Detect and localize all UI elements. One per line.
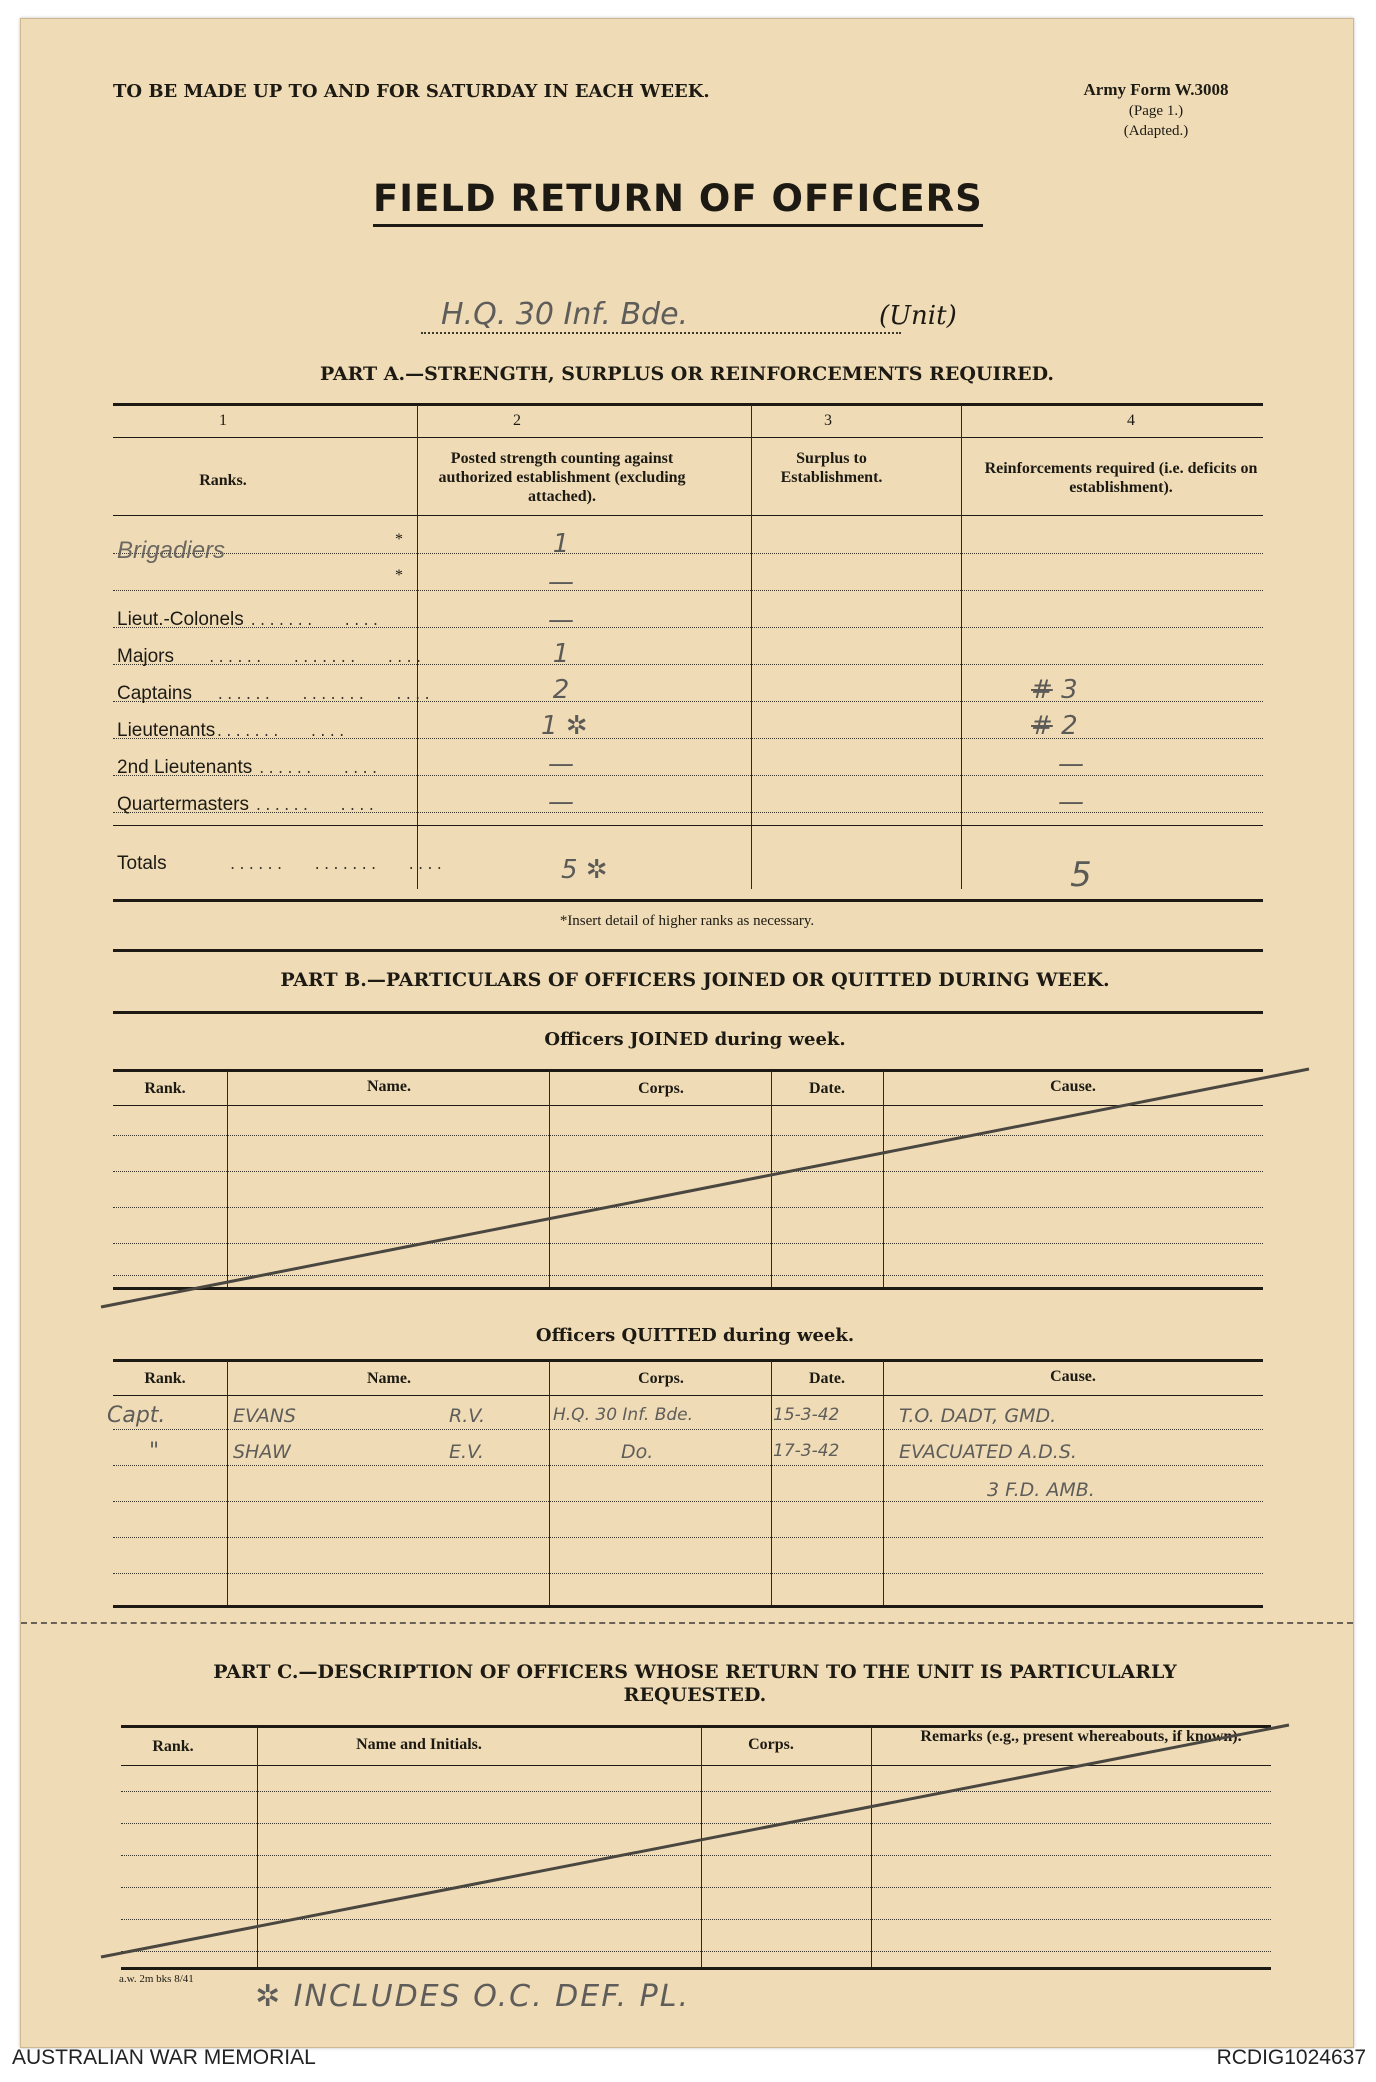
rank-brigadiers: Brigadiers bbox=[117, 537, 226, 564]
rank-quartermasters: Quartermasters ...... .... bbox=[117, 794, 377, 815]
joined-col-date: Date. bbox=[809, 1080, 845, 1097]
col-number-2: 2 bbox=[513, 412, 521, 429]
quitted-row-2-corps: Do. bbox=[621, 1441, 654, 1463]
posted-quartermasters: — bbox=[548, 787, 574, 817]
quitted-row-2-name: SHAW bbox=[233, 1441, 291, 1463]
part-c-cancel-stroke bbox=[101, 1725, 1289, 1957]
posted-blank-row: — bbox=[548, 567, 574, 597]
quitted-row-2-rank: " bbox=[149, 1439, 160, 1464]
posted-captains: 2 bbox=[552, 675, 570, 705]
handwritten-annotation: ✲ INCLUDES O.C. DEF. PL. bbox=[255, 1979, 691, 2014]
archive-id: RCDIG1024637 bbox=[1216, 2046, 1366, 2069]
joined-col-cause: Cause. bbox=[1050, 1078, 1096, 1095]
marker-star: * bbox=[395, 567, 403, 584]
reinf-quartermasters: — bbox=[1058, 787, 1084, 817]
quitted-row-1-corps: H.Q. 30 Inf. Bde. bbox=[553, 1405, 694, 1425]
weekly-instruction: TO BE MADE UP TO AND FOR SATURDAY IN EACH WEEK. bbox=[113, 81, 710, 102]
unit-value: H.Q. 30 Inf. Bde. bbox=[421, 297, 901, 334]
quitted-row-2-date: 17-3-42 bbox=[773, 1441, 840, 1461]
form-adapted: (Adapted.) bbox=[1123, 123, 1189, 139]
quitted-col-cause: Cause. bbox=[1050, 1368, 1096, 1385]
quitted-col-date: Date. bbox=[809, 1370, 845, 1387]
part-c-col-name: Name and Initials. bbox=[356, 1736, 482, 1753]
quitted-row-1-initials: R.V. bbox=[449, 1405, 486, 1427]
quitted-col-name: Name. bbox=[367, 1370, 411, 1387]
part-c-col-rank: Rank. bbox=[152, 1738, 194, 1755]
archive-credit: AUSTRALIAN WAR MEMORIAL bbox=[12, 2046, 316, 2069]
reinf-2nd-lieutenants: — bbox=[1058, 749, 1084, 779]
print-code: a.w. 2m bks 8/41 bbox=[119, 1973, 194, 1985]
col-number-3: 3 bbox=[824, 412, 832, 429]
form-page: (Page 1.) bbox=[1128, 103, 1184, 119]
col-head-posted: Posted strength counting against authorized establishment (excluding attached). bbox=[438, 450, 686, 505]
joined-title: Officers JOINED during week. bbox=[544, 1029, 846, 1050]
col-number-1: 1 bbox=[219, 412, 227, 429]
posted-brigadiers: 1 bbox=[552, 529, 570, 559]
unit-label: (Unit) bbox=[879, 301, 957, 331]
quitted-row-1-date: 15-3-42 bbox=[773, 1405, 840, 1425]
form-sheet bbox=[20, 18, 1354, 2048]
part-c-col-remarks: Remarks (e.g., present whereabouts, if known). bbox=[920, 1728, 1242, 1745]
part-a-footnote: *Insert detail of higher ranks as necessary. bbox=[559, 913, 815, 929]
posted-majors: 1 bbox=[552, 639, 570, 669]
joined-cancel-stroke bbox=[101, 1069, 1309, 1307]
quitted-row-1-rank: Capt. bbox=[107, 1403, 166, 1428]
posted-lieut-colonels: — bbox=[548, 605, 574, 635]
form-number: Army Form W.3008 bbox=[1083, 80, 1229, 99]
quitted-row-2-cause: EVACUATED A.D.S. bbox=[899, 1441, 1077, 1463]
quitted-row-1-cause: T.O. DADT, GMD. bbox=[899, 1405, 1057, 1427]
rank-2nd-lieutenants: 2nd Lieutenants ...... .... bbox=[117, 757, 380, 778]
posted-2nd-lieutenants: — bbox=[548, 749, 574, 779]
col-head-surplus: Surplus to Establishment. bbox=[780, 450, 883, 486]
part-a-title: PART A.—STRENGTH, SURPLUS OR REINFORCEMENTS REQUIRED. bbox=[319, 363, 1055, 385]
joined-col-corps: Corps. bbox=[638, 1080, 684, 1097]
marker-star: * bbox=[395, 531, 403, 548]
cancel-strokes bbox=[21, 19, 1353, 2047]
quitted-row-3-cause: 3 F.D. AMB. bbox=[987, 1479, 1095, 1501]
col-head-reinforcements: Reinforcements required (i.e. deficits on establishment). bbox=[984, 460, 1258, 496]
quitted-row-1-name: EVANS bbox=[233, 1405, 296, 1427]
totals-posted: 5 ✲ bbox=[561, 855, 608, 885]
part-c-col-corps: Corps. bbox=[748, 1736, 794, 1753]
totals-reinforcements: 5 bbox=[1070, 855, 1092, 895]
quitted-col-corps: Corps. bbox=[638, 1370, 684, 1387]
reinf-captains: # 3 bbox=[1031, 675, 1078, 705]
col-head-ranks: Ranks. bbox=[199, 472, 247, 489]
reinf-lieutenants: # 2 bbox=[1031, 711, 1078, 741]
form-title: FIELD RETURN OF OFFICERS bbox=[373, 177, 983, 227]
rank-majors: Majors ...... ....... .... bbox=[117, 646, 424, 667]
rank-lieutenants: Lieutenants....... .... bbox=[117, 720, 347, 741]
rank-captains: Captains ...... ....... .... bbox=[117, 683, 433, 704]
rank-lieut-colonels: Lieut.-Colonels ....... .... bbox=[117, 609, 381, 630]
part-b-title: PART B.—PARTICULARS OF OFFICERS JOINED OR QUITTED DURING WEEK. bbox=[280, 969, 1110, 991]
quitted-title: Officers QUITTED during week. bbox=[535, 1325, 855, 1346]
quitted-row-2-initials: E.V. bbox=[449, 1441, 484, 1463]
part-c-title: PART C.—DESCRIPTION OF OFFICERS WHOSE RETURN TO THE UNIT IS PARTICULARLY REQUESTED. bbox=[213, 1661, 1177, 1706]
quitted-col-rank: Rank. bbox=[144, 1370, 186, 1387]
joined-col-rank: Rank. bbox=[144, 1080, 186, 1097]
totals-label: Totals ...... ....... .... bbox=[117, 853, 445, 874]
col-number-4: 4 bbox=[1127, 412, 1135, 429]
joined-col-name: Name. bbox=[367, 1078, 411, 1095]
posted-lieutenants: 1 ✲ bbox=[541, 711, 588, 741]
